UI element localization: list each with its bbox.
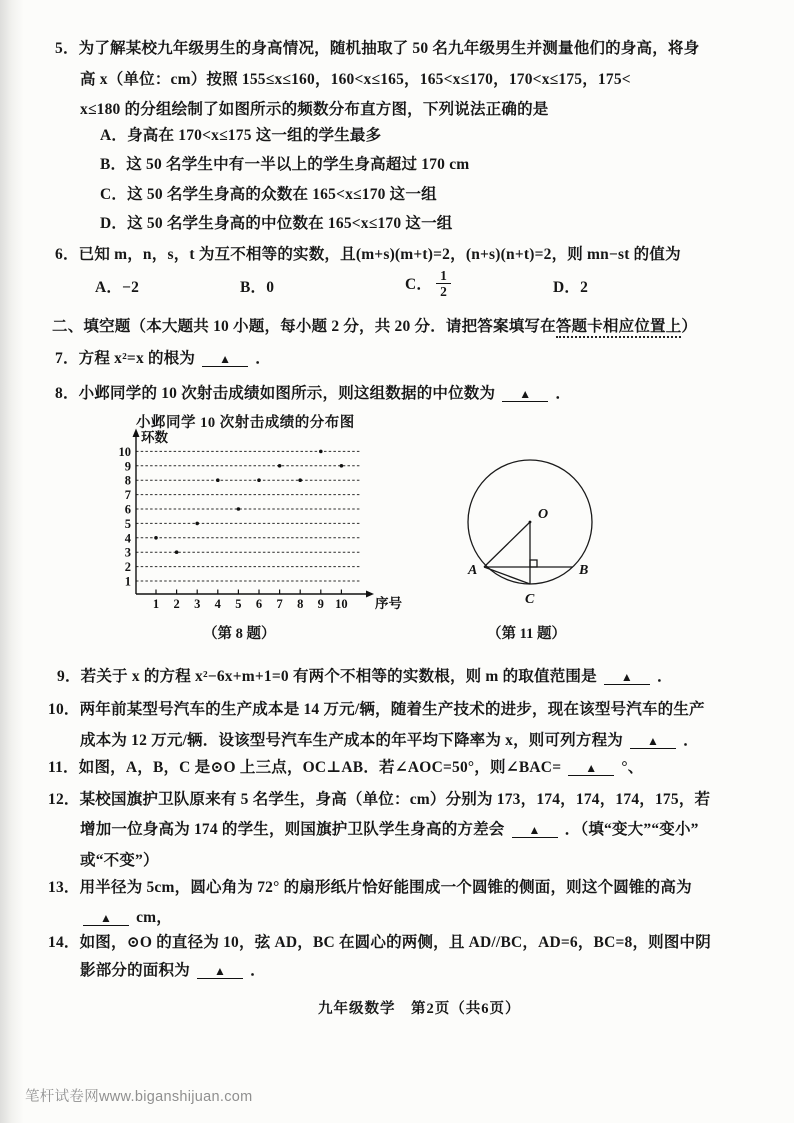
- section-2-header-emphasis: 答题卡相应位置上: [556, 318, 682, 338]
- y-tick-label: 9: [124, 459, 131, 474]
- y-axis-arrow: [133, 429, 140, 438]
- label-B: B: [579, 563, 589, 578]
- question-11-text: 11．如图，A，B，C 是⊙O 上三点，OC⊥AB．若∠AOC=50°，则∠BAC=: [48, 759, 562, 776]
- question-5-line-3: x≤180 的分组绘制了如图所示的频数分布直方图，下列说法正确的是: [80, 101, 549, 118]
- question-11-suffix: °、: [621, 759, 644, 776]
- y-tick-label: 6: [124, 502, 131, 517]
- x-tick-label: 5: [235, 597, 242, 611]
- figure-caption-q11: （第 11 题）: [487, 626, 566, 642]
- y-tick-label: 8: [124, 473, 131, 488]
- question-7-period: ．: [255, 350, 271, 367]
- circle-figure: [446, 434, 626, 624]
- question-6-text: 6．已知 m，n，s，t 为互不相等的实数，且(m+s)(m+t)=2，(n+s)(n+t)=2，则 mn−st 的值为: [55, 246, 681, 263]
- x-tick-label: 7: [276, 597, 283, 611]
- label-O: O: [538, 507, 549, 522]
- section-2-header-pre: 二、填空题（本大题共 10 小题，每小题 2 分，共 20 分．请把答案填写在: [52, 318, 556, 335]
- question-10-text: 成本为 12 万元/辆．设该型号汽车生产成本的年平均下降率为 x，则可列方程为: [80, 732, 623, 749]
- question-7-text: 7．方程 x²=x 的根为: [55, 350, 196, 367]
- label-A: A: [468, 563, 478, 578]
- figure-caption-q8: （第 8 题）: [203, 626, 276, 642]
- page-footer: 九年级数学 第2页（共6页）: [318, 1001, 521, 1017]
- answer-blank-10: ▲: [630, 735, 676, 749]
- y-tick-label: 10: [118, 444, 131, 459]
- label-C: C: [525, 592, 535, 607]
- center-point-O: [529, 521, 532, 524]
- question-5-line-1: 5．为了解某校九年级男生的身高情况，随机抽取了 50 名九年级男生并测量他们的身高，将身: [55, 40, 700, 57]
- question-9: [57, 667, 673, 687]
- fraction-one-half: [436, 268, 451, 299]
- question-6-option-c: [405, 270, 451, 301]
- answer-blank-9: ▲: [604, 671, 650, 685]
- data-point: [237, 507, 241, 511]
- question-9-period: ．: [656, 668, 673, 685]
- question-5-option-c: C．这 50 名学生身高的众数在 165<x≤170 这一组: [100, 186, 437, 203]
- x-axis-title: 序号: [375, 596, 402, 611]
- question-10-line-1: 10．两年前某型号汽车的生产成本是 14 万元/辆，随着生产技术的进步，现在该型号汽车的生产: [48, 701, 705, 718]
- x-tick-label: 9: [317, 597, 324, 611]
- question-6-option-a: A．−2: [95, 279, 140, 296]
- question-12-suffix: ．（填“变大”“变小”: [564, 821, 699, 838]
- watermark: 笔杆试卷网www.biganshijuan.com: [25, 1089, 253, 1105]
- question-13-line-1: 13．用半径为 5cm，圆心角为 72° 的扇形纸片恰好能围成一个圆锥的侧面，则这个圆锥的高为: [48, 879, 692, 896]
- data-point: [216, 478, 220, 482]
- question-14-line-1: 14．如图，⊙O 的直径为 10，弦 AD，BC 在圆心的两侧，且 AD//BC，AD=6，BC=8，则图中阴: [48, 934, 711, 951]
- data-point: [195, 522, 199, 526]
- question-12-text: 增加一位身高为 174 的学生，则国旗护卫队学生身高的方差会: [80, 821, 505, 838]
- question-12-line-2: [80, 820, 699, 840]
- question-14-text: 影部分的面积为: [80, 962, 190, 979]
- data-point: [278, 464, 282, 468]
- y-tick-label: 7: [124, 488, 131, 503]
- question-12-line-1: 12．某校国旗护卫队原来有 5 名学生，身高（单位：cm）分别为 173，174，174，174，175，若: [48, 791, 711, 808]
- y-tick-label: 2: [124, 560, 131, 575]
- question-9-text: 9．若关于 x 的方程 x²−6x+m+1=0 有两个不相等的实数根，则 m 的取值范围是: [57, 668, 597, 685]
- chord-AC: [484, 567, 530, 584]
- fraction-denominator: 2: [440, 284, 448, 299]
- answer-blank-12: ▲: [512, 824, 558, 838]
- answer-blank-8: ▲: [502, 388, 548, 402]
- right-angle-mark: [530, 560, 537, 567]
- data-point: [298, 478, 302, 482]
- question-8-period: ．: [555, 385, 572, 402]
- x-tick-label: 10: [335, 597, 348, 611]
- question-6-option-d: D．2: [553, 279, 589, 296]
- answer-blank-7: ▲: [202, 353, 248, 367]
- y-tick-label: 3: [124, 545, 131, 560]
- y-tick-label: 1: [124, 574, 131, 589]
- segment-OA: [484, 522, 530, 567]
- data-point: [154, 536, 158, 540]
- y-axis-title: 环数: [141, 430, 168, 445]
- data-point: [257, 478, 261, 482]
- x-tick-label: 4: [214, 597, 221, 611]
- question-8-text: 8．小邺同学的 10 次射击成绩如图所示，则这组数据的中位数为: [55, 385, 496, 402]
- score-chart: [112, 428, 412, 623]
- x-tick-label: 2: [173, 597, 180, 611]
- x-tick-label: 1: [152, 597, 160, 611]
- question-13-suffix: cm，: [136, 909, 172, 926]
- question-8: [55, 384, 571, 404]
- answer-blank-11: ▲: [568, 762, 614, 776]
- x-axis-arrow: [366, 591, 374, 598]
- answer-blank-14: ▲: [197, 965, 243, 979]
- question-14-period: ．: [250, 962, 266, 979]
- question-5-option-d: D．这 50 名学生身高的中位数在 165<x≤170 这一组: [100, 215, 453, 232]
- question-12-line-3: 或“不变”）: [80, 852, 159, 869]
- question-5-option-b: B．这 50 名学生中有一半以上的学生身高超过 170 cm: [100, 156, 470, 173]
- x-tick-label: 8: [297, 597, 304, 611]
- question-10-period: ．: [683, 732, 699, 749]
- y-tick-label: 5: [124, 516, 131, 531]
- data-point: [319, 450, 323, 454]
- fraction-numerator: 1: [436, 268, 451, 284]
- answer-blank-13: ▲: [83, 912, 129, 926]
- section-2-header-close: ）: [681, 318, 698, 335]
- x-tick-label: 6: [255, 597, 263, 611]
- question-13-line-2: [80, 908, 172, 928]
- question-7: [55, 349, 271, 369]
- chart-title: 小邺同学 10 次射击成绩的分布图: [136, 415, 355, 431]
- question-5-option-a: A．身高在 170<x≤175 这一组的学生最多: [100, 127, 382, 144]
- question-14-line-2: [80, 961, 266, 981]
- data-point: [340, 464, 344, 468]
- y-tick-label: 4: [124, 531, 131, 546]
- option-c-label: C．: [405, 276, 433, 294]
- x-tick-label: 3: [194, 597, 201, 611]
- data-point: [175, 550, 179, 554]
- question-6-option-b: B．0: [240, 279, 275, 296]
- section-2-header: [52, 317, 697, 337]
- question-11: [48, 758, 644, 778]
- question-10-line-2: [80, 731, 699, 751]
- question-5-line-2: 高 x（单位：cm）按照 155≤x≤160，160<x≤165，165<x≤170，170<x≤175，175<: [80, 71, 631, 88]
